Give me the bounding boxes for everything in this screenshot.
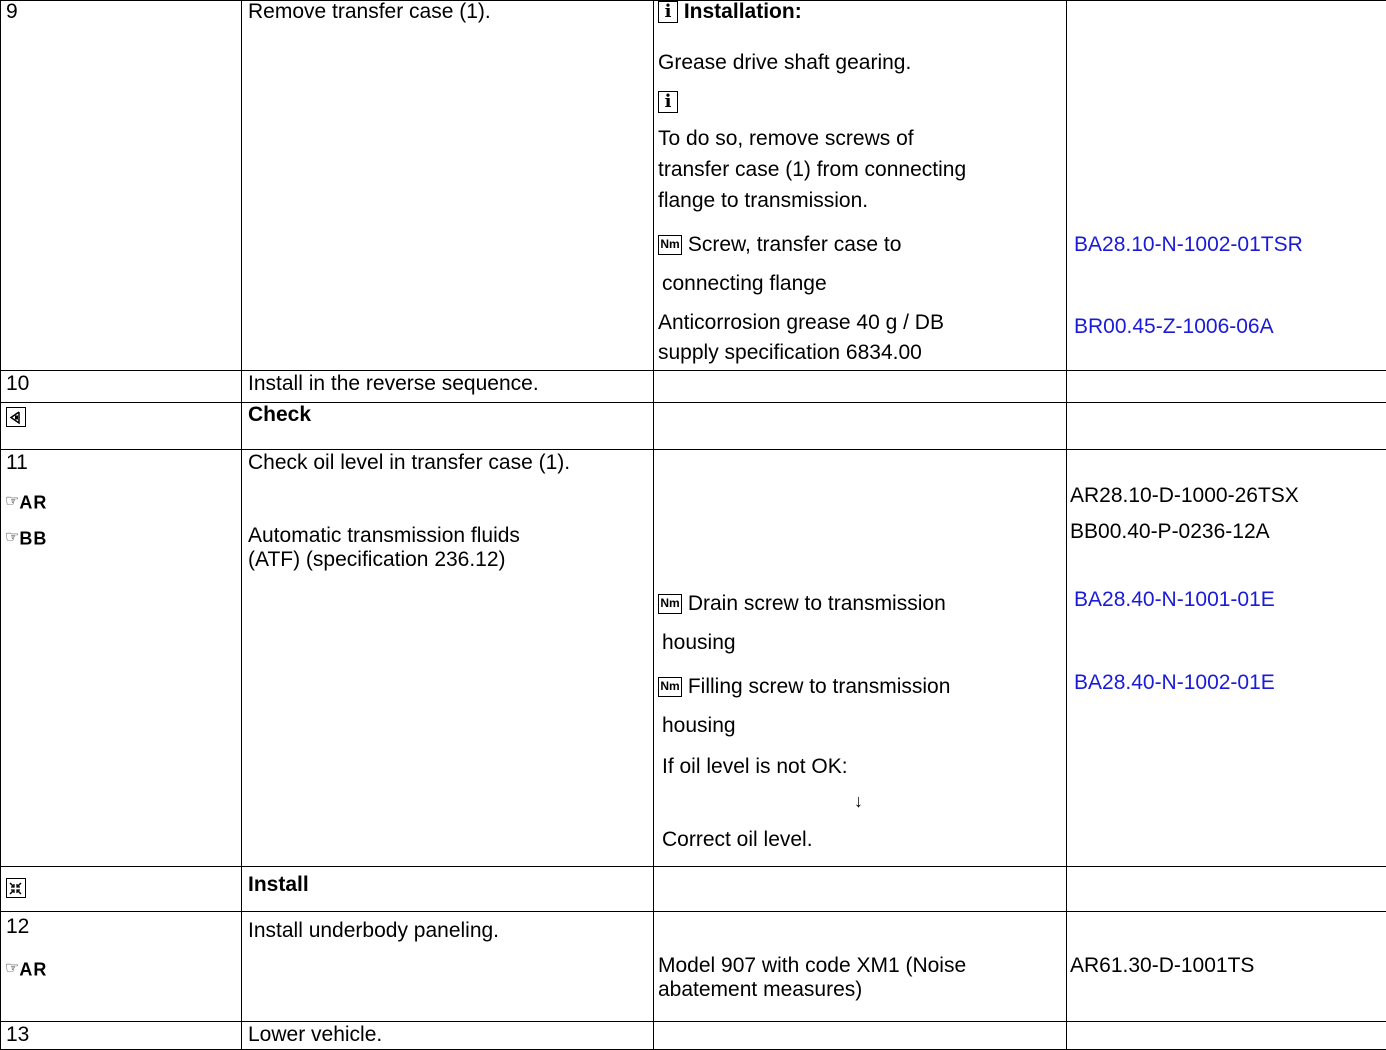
grease-text: supply specification 6834.00 — [658, 341, 922, 365]
notes-cell — [654, 403, 1067, 450]
drain-reference-link[interactable]: BA28.40-N-1001-01E — [1074, 588, 1275, 612]
torque-icon: Nm — [658, 594, 682, 614]
step-number: 11 — [6, 451, 28, 475]
step-number: 13 — [6, 1023, 29, 1047]
action-cell — [242, 450, 654, 867]
step-cell — [1, 1, 242, 371]
torque-text: Drain screw to transmission — [688, 592, 946, 615]
down-arrow-icon: ↓ — [854, 789, 863, 813]
notes-cell — [654, 867, 1067, 912]
notes-cell — [654, 912, 1067, 1022]
step-cell — [1, 1022, 242, 1050]
step-number: 12 — [6, 915, 29, 939]
info-icon: i — [658, 91, 678, 113]
section-title: Install — [248, 873, 309, 897]
torque-text: connecting flange — [662, 272, 827, 296]
table-row-9 — [1, 1, 1386, 371]
reference-cell — [1067, 1, 1386, 371]
model-text: abatement measures) — [658, 978, 862, 1002]
reference-cell — [1067, 1022, 1386, 1050]
step-cell — [1, 912, 242, 1022]
torque-reference-link[interactable]: BA28.10-N-1002-01TSR — [1074, 233, 1303, 257]
document-reference: AR28.10-D-1000-26TSX — [1070, 484, 1299, 508]
step-cell — [1, 371, 242, 403]
action-cell — [242, 867, 654, 912]
notes-cell — [654, 1022, 1067, 1050]
info-line: transfer case (1) from connecting — [658, 158, 966, 182]
step-cell — [1, 403, 242, 450]
model-text: Model 907 with code XM1 (Noise — [658, 954, 966, 978]
table-row-11 — [1, 450, 1386, 867]
reference-code: BB — [19, 528, 47, 548]
info-line: flange to transmission. — [658, 189, 868, 213]
action-text: Install underbody paneling. — [248, 919, 499, 943]
section-install-row — [1, 867, 1386, 912]
document-reference: BB00.40-P-0236-12A — [1070, 520, 1270, 544]
grease-reference-link[interactable]: BR00.45-Z-1006-06A — [1074, 315, 1274, 339]
action-cell — [242, 1, 654, 371]
check-icon — [6, 407, 26, 427]
reference-cell — [1067, 371, 1386, 403]
notes-cell — [654, 371, 1067, 403]
action-cell — [242, 1022, 654, 1050]
step-cell — [1, 450, 242, 867]
correct-text: Correct oil level. — [662, 828, 813, 852]
atf-text: (ATF) (specification 236.12) — [248, 548, 506, 572]
installation-text: Grease drive shaft gearing. — [658, 51, 911, 75]
notes-cell — [654, 450, 1067, 867]
action-text: Install in the reverse sequence. — [248, 372, 539, 396]
atf-text: Automatic transmission fluids — [248, 524, 520, 548]
pointing-hand-icon: ☞ — [5, 490, 19, 514]
torque-icon: Nm — [658, 235, 682, 255]
reference-code: AR — [19, 959, 47, 979]
pointing-hand-icon: ☞ — [5, 526, 19, 550]
table-row-13 — [1, 1022, 1386, 1050]
table-row-10 — [1, 371, 1386, 403]
install-icon — [6, 878, 26, 898]
fill-reference-link[interactable]: BA28.40-N-1002-01E — [1074, 671, 1275, 695]
action-cell — [242, 403, 654, 450]
torque-text: Screw, transfer case to — [688, 233, 902, 256]
document-reference: AR61.30-D-1001TS — [1070, 954, 1254, 978]
step-number: 10 — [6, 372, 29, 396]
reference-cell — [1067, 912, 1386, 1022]
torque-text: housing — [662, 631, 736, 655]
condition-text: If oil level is not OK: — [662, 755, 848, 779]
table-row-12 — [1, 912, 1386, 1022]
step-cell — [1, 867, 242, 912]
info-line: To do so, remove screws of — [658, 127, 914, 151]
torque-text: housing — [662, 714, 736, 738]
reference-cell — [1067, 450, 1386, 867]
notes-cell — [654, 1, 1067, 371]
reference-cell — [1067, 403, 1386, 450]
torque-text: Filling screw to transmission — [688, 675, 951, 698]
action-cell — [242, 912, 654, 1022]
pointing-hand-icon: ☞ — [5, 957, 19, 981]
action-text: Check oil level in transfer case (1). — [248, 451, 570, 475]
step-number: 9 — [6, 0, 18, 24]
torque-icon: Nm — [658, 677, 682, 697]
action-text: Remove transfer case (1). — [248, 0, 491, 24]
installation-title: Installation: — [684, 0, 802, 23]
grease-text: Anticorrosion grease 40 g / DB — [658, 311, 944, 335]
info-icon: i — [658, 1, 678, 23]
section-check-row — [1, 403, 1386, 450]
reference-code: AR — [19, 492, 47, 512]
reference-cell — [1067, 867, 1386, 912]
section-title: Check — [248, 403, 311, 427]
action-cell — [242, 371, 654, 403]
action-text: Lower vehicle. — [248, 1023, 382, 1047]
